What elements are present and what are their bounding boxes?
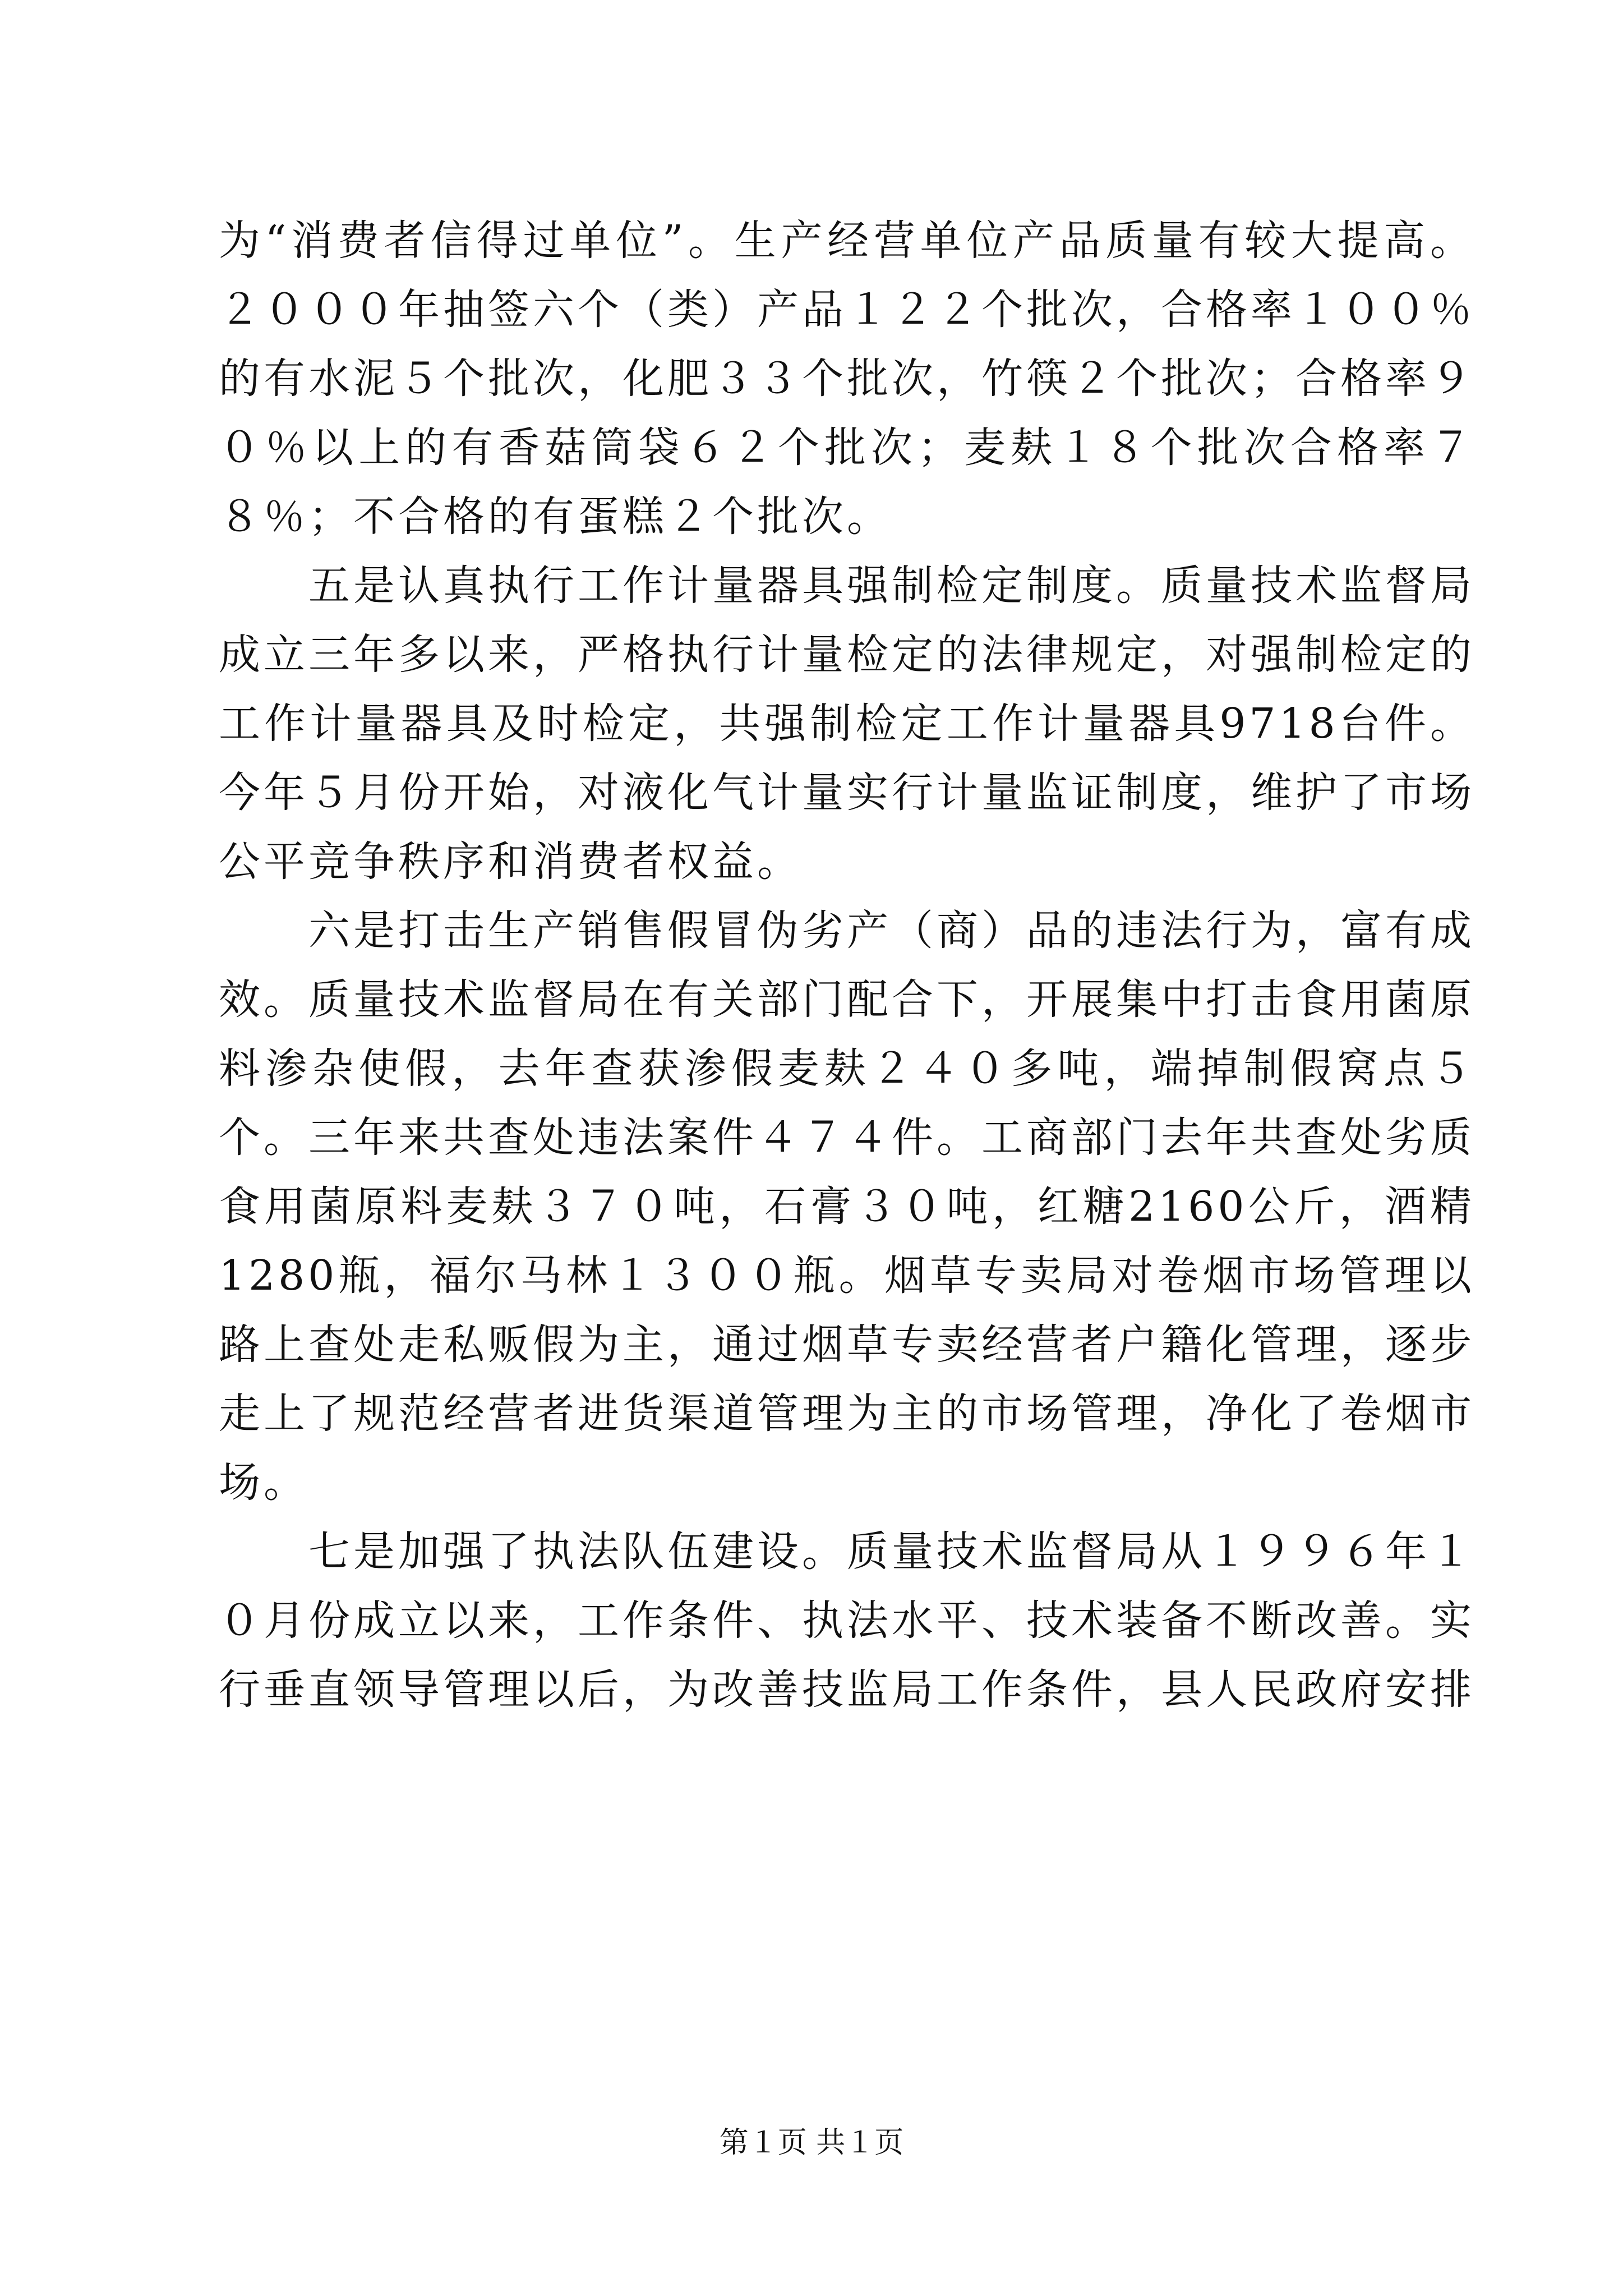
page-footer: 第１页 共１页 xyxy=(719,2126,904,2160)
paragraph-3: 六是打击生产销售假冒伪劣产（商）品的违法行为，富有成效。质量技术监督局在有关部门配合下，开展集中打击食用菌原料渗杂使假，去年查获渗假麦麸２４０多吨，端掉制假窝点５个。三年来共查处违法案件４７４件。工商部门去年共查处劣质食用菌原料麦麸３７０吨，石膏３０吨，红糖2160公斤，酒精1280瓶，福尔马林１３００瓶。烟草专卖局对卷烟市场管理以路上查处走私贩假为主，通过烟草专卖经营者户籍化管理，逐步走上了规范经营者进货渠道管理为主的市场管理，净化了卷烟市场。 xyxy=(219,907,1475,1507)
paragraph-2: 五是认真执行工作计量器具强制检定制度。质量技术监督局成立三年多以来，严格执行计量检定的法律规定，对强制检定的工作计量器具及时检定，共强制检定工作计量器具9718台件。今年５月份开始，对液化气计量实行计量监证制度，维护了市场公平竞争秩序和消费者权益。 xyxy=(219,562,1475,886)
document-body xyxy=(219,206,1475,1724)
paragraph-1: 为“消费者信得过单位”。生产经营单位产品质量有较大提高。２０００年抽签六个（类）产品１２２个批次，合格率１００％的有水泥５个批次，化肥３３个批次，竹筷２个批次；合格率９０％以上的有香菇筒袋６２个批次；麦麸１８个批次合格率７８％；不合格的有蛋糕２个批次。 xyxy=(219,217,1475,541)
paragraph-4: 七是加强了执法队伍建设。质量技术监督局从１９９６年１０月份成立以来，工作条件、执法水平、技术装备不断改善。实行垂直领导管理以后，为改善技监局工作条件，县人民政府安排 xyxy=(219,1527,1475,1714)
